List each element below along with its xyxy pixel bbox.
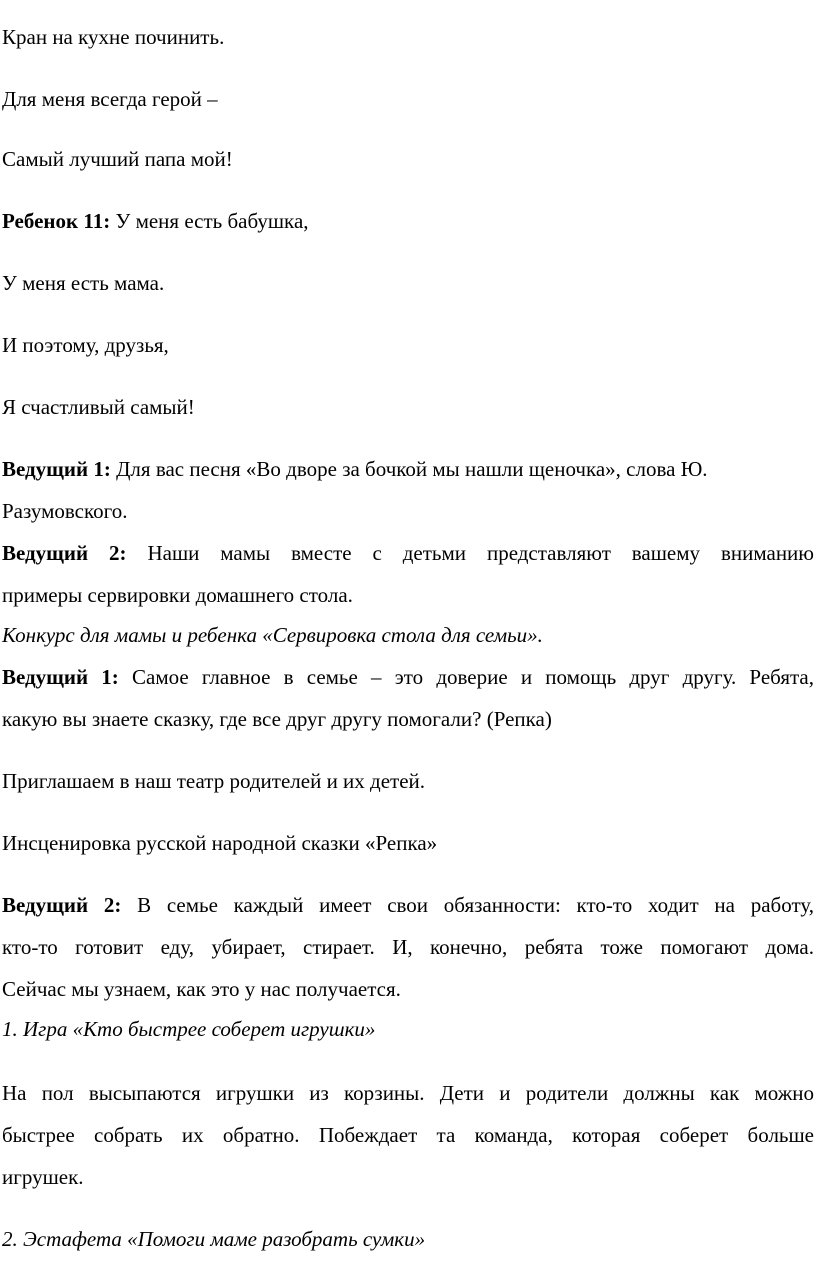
speaker-line — [2, 664, 814, 690]
poem-line: И поэтому, друзья, — [2, 333, 169, 357]
text-line: кто-то готовит еду, убирает, стирает. И, конечно, ребята тоже помогают дома. — [2, 935, 814, 959]
speaker-label: Ведущий 1: — [2, 457, 111, 481]
text-line: Приглашаем в наш театр родителей и их детей. — [2, 769, 426, 793]
italic-note: Конкурс для мамы и ребенка «Сервировка стола для семьи». — [2, 623, 543, 647]
speaker-label: Ведущий 2: — [2, 541, 127, 565]
text-line: На пол высыпаются игрушки из корзины. Дети и родители должны как можно — [2, 1081, 814, 1105]
speech-text: Самое главное в семье – это доверие и помощь друг другу. Ребята, — [118, 665, 814, 689]
speaker-line — [2, 456, 814, 482]
speaker-label: Ребенок 11: — [2, 209, 111, 233]
speaker-label: Ведущий 1: — [2, 665, 119, 689]
speech-text: Наши мамы вместе с детьми представляют вашему вниманию — [126, 541, 814, 565]
poem-line: Я счастливый самый! — [2, 395, 195, 419]
text-line: быстрее собрать их обратно. Побеждает та команда, которая соберет больше — [2, 1123, 814, 1147]
text-line: какую вы знаете сказку, где все друг другу помогали? (Репка) — [2, 707, 552, 731]
text-line: Сейчас мы узнаем, как это у нас получается. — [2, 977, 401, 1001]
speaker-line — [2, 540, 814, 566]
speech-text: У меня есть бабушка, — [110, 209, 309, 233]
poem-line: У меня есть мама. — [2, 271, 165, 295]
text-line: примеры сервировки домашнего стола. — [2, 583, 353, 607]
poem-line: Самый лучший папа мой! — [2, 147, 233, 171]
poem-line: Кран на кухне починить. — [2, 25, 225, 49]
text-line: Разумовского. — [2, 499, 128, 523]
speech-text: Для вас песня «Во дворе за бочкой мы нашли щеночка», слова Ю. — [110, 457, 708, 481]
speaker-line — [2, 892, 814, 918]
speech-text: В семье каждый имеет свои обязанности: кто-то ходит на работу, — [121, 893, 814, 917]
relay-title: 2. Эстафета «Помоги маме разобрать сумки» — [2, 1227, 426, 1251]
text-line: игрушек. — [2, 1165, 84, 1189]
speaker-label: Ведущий 2: — [2, 893, 122, 917]
game-title: 1. Игра «Кто быстрее соберет игрушки» — [2, 1017, 376, 1041]
poem-line: Для меня всегда герой – — [2, 87, 218, 111]
speaker-line — [2, 208, 814, 234]
text-line: Инсценировка русской народной сказки «Репка» — [2, 831, 438, 855]
